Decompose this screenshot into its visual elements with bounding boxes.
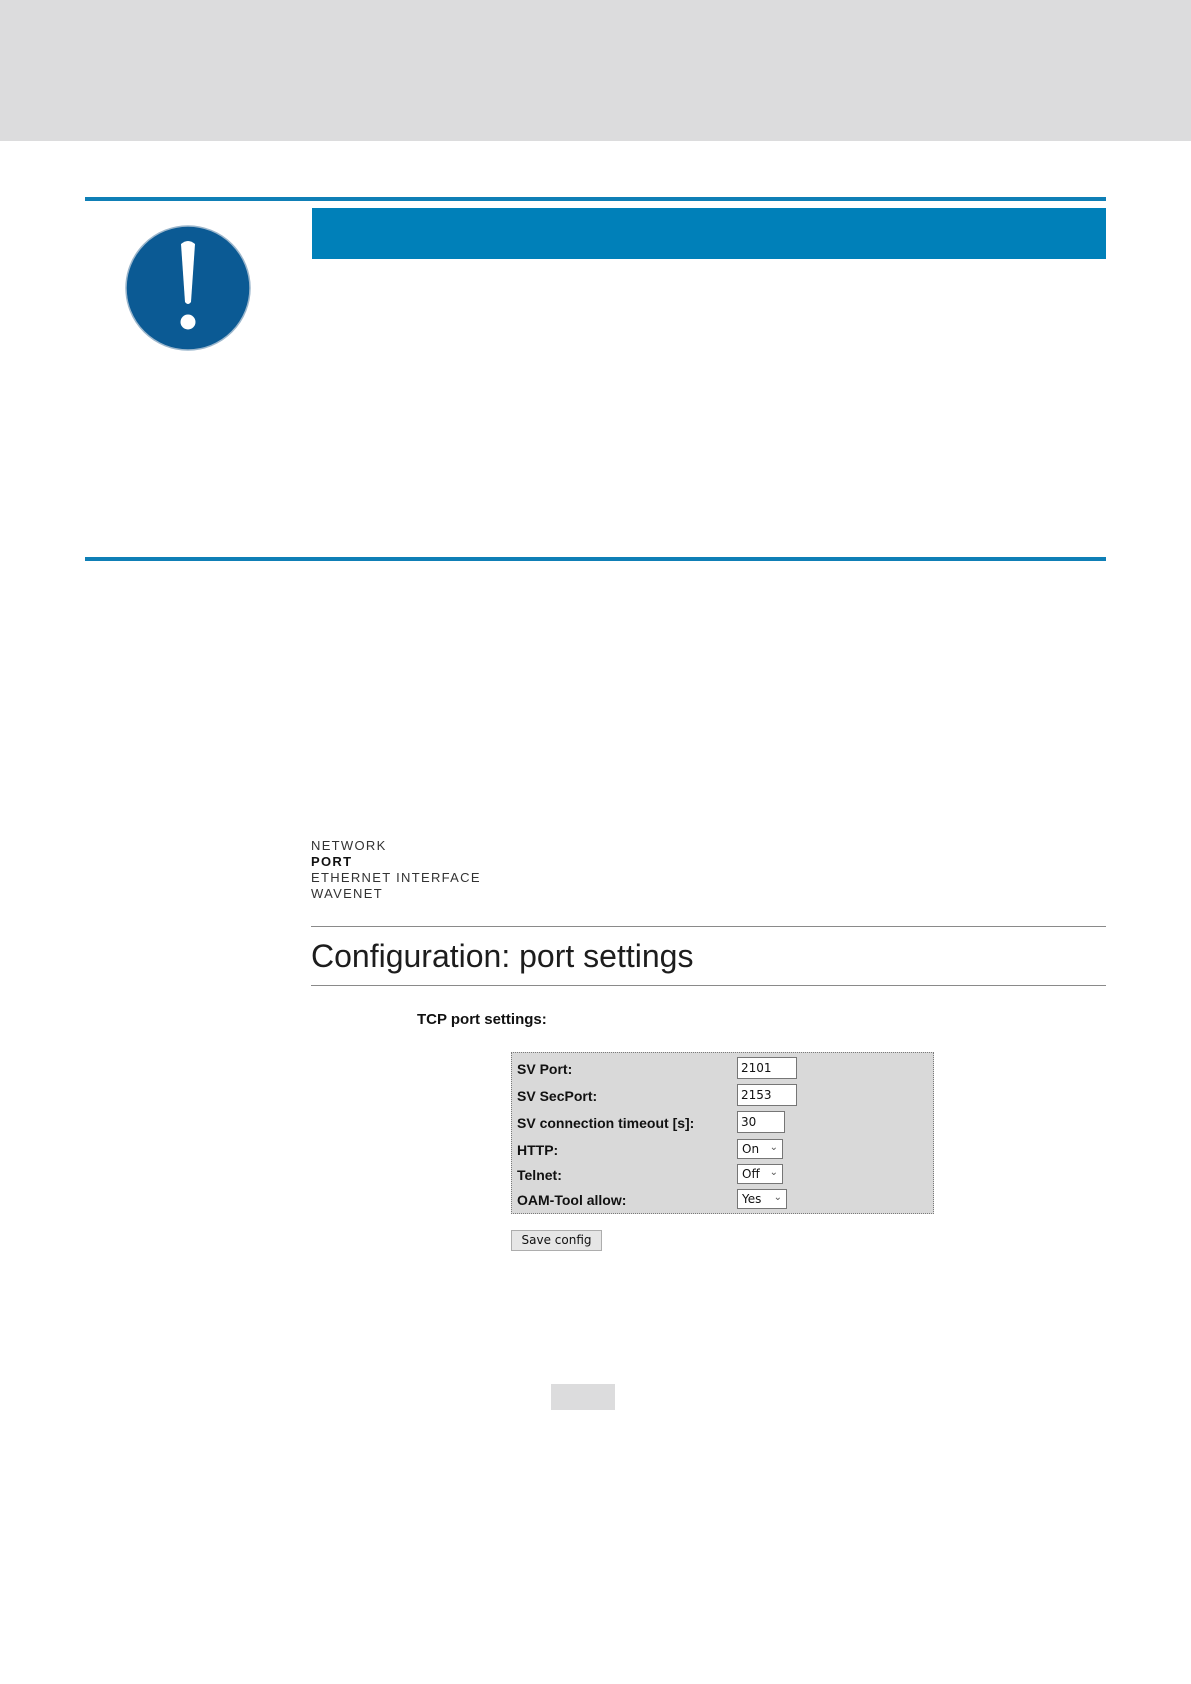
exclamation-circle-icon [124, 224, 252, 352]
telnet-select-value: Off [742, 1167, 760, 1181]
chevron-down-icon: ⌄ [773, 1192, 782, 1203]
sv-secport-input[interactable]: 2153 [737, 1084, 797, 1106]
oam-tool-select-value: Yes [742, 1192, 762, 1206]
nav-item-port[interactable]: PORT [311, 854, 353, 869]
chevron-down-icon: ⌄ [769, 1167, 778, 1178]
title-divider-top [311, 926, 1106, 927]
sv-port-row [517, 1057, 927, 1081]
section-nav [311, 838, 481, 902]
save-config-button[interactable]: Save config [511, 1230, 602, 1251]
port-settings-form [511, 1052, 934, 1214]
sv-timeout-row [517, 1111, 927, 1135]
sv-secport-row [517, 1084, 927, 1108]
sv-port-input[interactable]: 2101 [737, 1057, 797, 1079]
section-label: TCP port settings: [417, 1011, 547, 1028]
sv-timeout-input[interactable]: 30 [737, 1111, 785, 1133]
notice-top-rule [85, 197, 1106, 201]
http-select-value: On [742, 1142, 760, 1156]
oam-tool-label: OAM-Tool allow: [517, 1192, 627, 1208]
http-label: HTTP: [517, 1142, 559, 1158]
page-title: Configuration: port settings [311, 938, 694, 974]
grey-placeholder-box [551, 1384, 615, 1410]
title-divider-bottom [311, 985, 1106, 986]
sv-secport-label: SV SecPort: [517, 1088, 598, 1104]
oam-tool-select[interactable] [737, 1189, 787, 1209]
telnet-select[interactable] [737, 1164, 783, 1184]
http-row [517, 1138, 927, 1162]
nav-item-network[interactable]: NETWORK [311, 838, 387, 853]
http-select[interactable] [737, 1139, 783, 1159]
chevron-down-icon: ⌄ [769, 1142, 778, 1153]
notice-bottom-rule [85, 557, 1106, 561]
oam-tool-row [517, 1188, 927, 1212]
telnet-row [517, 1163, 927, 1187]
page-header-band [0, 0, 1191, 141]
telnet-label: Telnet: [517, 1167, 562, 1183]
sv-timeout-label: SV connection timeout [s]: [517, 1115, 695, 1131]
nav-item-wavenet[interactable]: WAVENET [311, 886, 383, 901]
notice-header-bar [312, 208, 1106, 259]
sv-port-label: SV Port: [517, 1061, 573, 1077]
nav-item-ethernet-interface[interactable]: ETHERNET INTERFACE [311, 870, 481, 885]
